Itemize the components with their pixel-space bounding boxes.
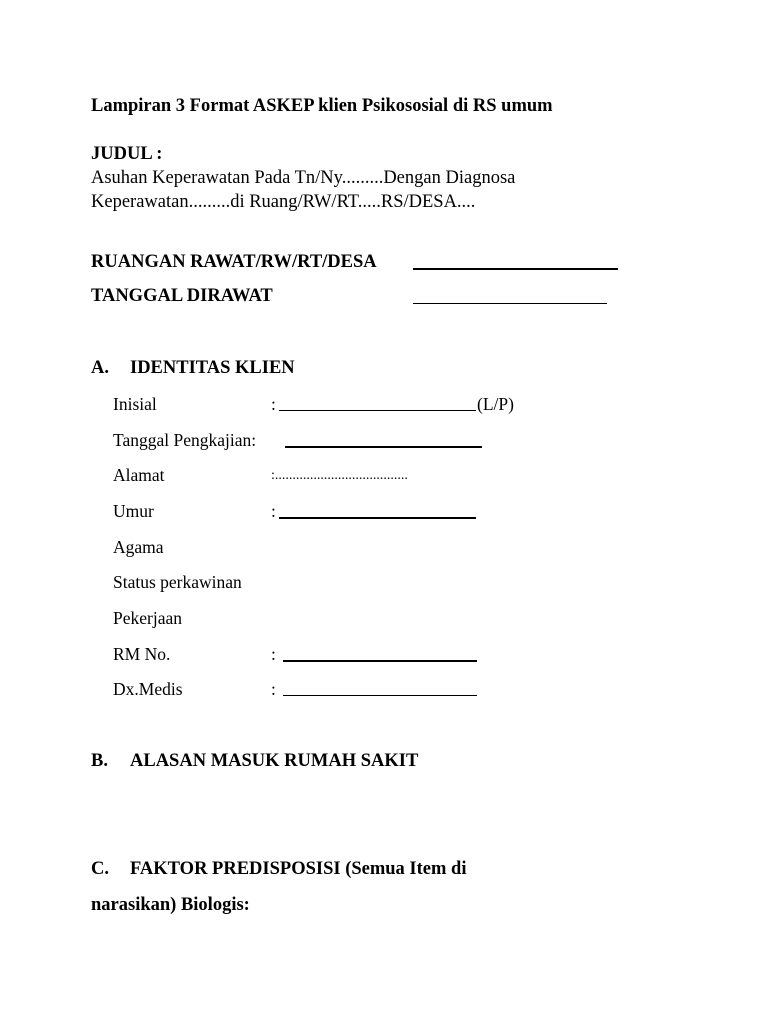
inisial-colon: : xyxy=(271,394,276,414)
status-perkawinan-label: Status perkawinan xyxy=(113,572,242,592)
rm-no-label: RM No. xyxy=(113,644,171,664)
section-c-letter: C. xyxy=(91,859,109,879)
judul-line-1: Asuhan Keperawatan Pada Tn/Ny.........Dengan Diagnosa xyxy=(91,168,516,188)
dx-medis-blank-line xyxy=(283,695,477,696)
ruangan-label: RUANGAN RAWAT/RW/RT/DESA xyxy=(91,252,377,272)
umur-blank-line xyxy=(279,517,476,519)
document-title: Lampiran 3 Format ASKEP klien Psikososial di RS umum xyxy=(91,96,553,116)
rm-no-blank-line xyxy=(283,660,477,662)
section-c-title-line-2: narasikan) Biologis: xyxy=(91,895,250,915)
judul-line-2: Keperawatan.........di Ruang/RW/RT.....RS/DESA.... xyxy=(91,192,476,212)
dx-medis-label: Dx.Medis xyxy=(113,679,183,699)
inisial-blank-line xyxy=(279,410,476,411)
section-a-letter: A. xyxy=(91,358,109,378)
section-b-title: ALASAN MASUK RUMAH SAKIT xyxy=(130,751,419,771)
tanggal-dirawat-label: TANGGAL DIRAWAT xyxy=(91,286,273,306)
alamat-dotted-value: :...................................... xyxy=(271,468,408,483)
tanggal-pengkajian-label: Tanggal Pengkajian: xyxy=(113,430,257,450)
section-a-title: IDENTITAS KLIEN xyxy=(130,358,295,378)
agama-label: Agama xyxy=(113,537,164,557)
inisial-suffix: (L/P) xyxy=(477,394,514,414)
ruangan-blank-line xyxy=(413,268,618,270)
section-b-letter: B. xyxy=(91,751,108,771)
umur-colon: : xyxy=(271,501,276,521)
section-c-title-line-1: FAKTOR PREDISPOSISI (Semua Item di xyxy=(130,859,467,879)
rm-no-colon: : xyxy=(271,644,276,664)
judul-label: JUDUL : xyxy=(91,144,163,164)
alamat-label: Alamat xyxy=(113,465,165,485)
dx-medis-colon: : xyxy=(271,679,276,699)
inisial-label: Inisial xyxy=(113,394,157,414)
pekerjaan-label: Pekerjaan xyxy=(113,608,182,628)
umur-label: Umur xyxy=(113,501,154,521)
tanggal-pengkajian-blank-line xyxy=(285,446,482,448)
tanggal-dirawat-blank-line xyxy=(413,303,607,304)
